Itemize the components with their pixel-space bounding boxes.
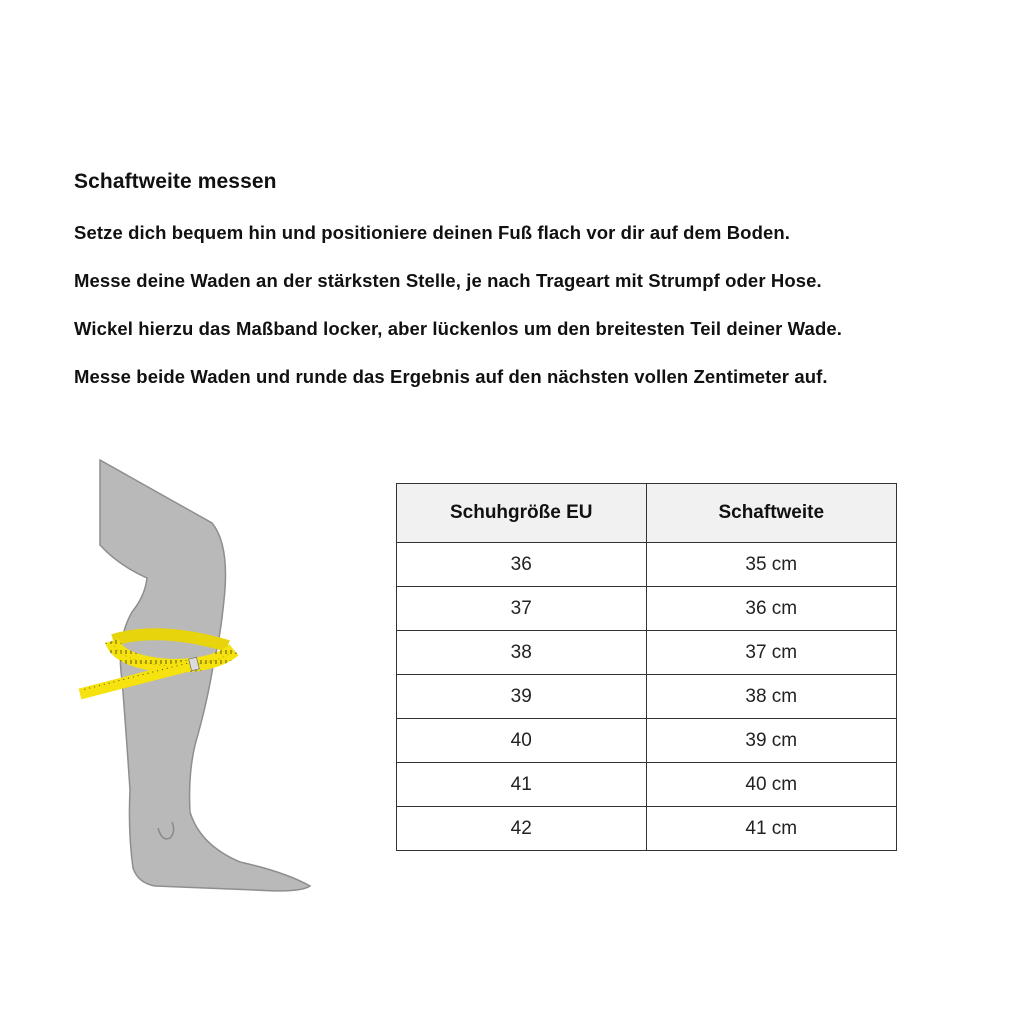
shoe-size-cell: 37 xyxy=(397,587,647,631)
leg-measuring-tape-illustration xyxy=(70,455,330,905)
shoe-size-cell: 42 xyxy=(397,807,647,851)
shaft-width-cell: 41 cm xyxy=(646,807,897,851)
table-row xyxy=(397,543,897,587)
table-row xyxy=(397,807,897,851)
shaft-width-cell: 40 cm xyxy=(646,763,897,807)
shoe-size-cell: 39 xyxy=(397,675,647,719)
table-row xyxy=(397,587,897,631)
size-table xyxy=(396,483,897,851)
shoe-size-cell: 40 xyxy=(397,719,647,763)
shaft-width-cell: 39 cm xyxy=(646,719,897,763)
shaft-width-cell: 37 cm xyxy=(646,631,897,675)
table-row xyxy=(397,719,897,763)
table-header-row xyxy=(397,484,897,543)
instruction-list xyxy=(74,220,842,412)
column-header-shoe-size: Schuhgröße EU xyxy=(397,484,647,543)
shoe-size-cell: 41 xyxy=(397,763,647,807)
shaft-width-cell: 35 cm xyxy=(646,543,897,587)
instruction-item: Messe beide Waden und runde das Ergebnis auf den nächsten vollen Zentimeter auf. xyxy=(74,366,828,387)
instruction-item: Wickel hierzu das Maßband locker, aber lückenlos um den breitesten Teil deiner Wade. xyxy=(74,318,842,339)
shoe-size-cell: 38 xyxy=(397,631,647,675)
table-row xyxy=(397,675,897,719)
instruction-item: Messe deine Waden an der stärksten Stelle, je nach Trageart mit Strumpf oder Hose. xyxy=(74,270,822,291)
shoe-size-cell: 36 xyxy=(397,543,647,587)
instruction-item: Setze dich bequem hin und positioniere deinen Fuß flach vor dir auf dem Boden. xyxy=(74,222,791,243)
column-header-shaft-width: Schaftweite xyxy=(646,484,897,543)
shaft-width-cell: 36 cm xyxy=(646,587,897,631)
heading: Schaftweite messen xyxy=(74,170,277,193)
table-row xyxy=(397,763,897,807)
table-row xyxy=(397,631,897,675)
shaft-width-cell: 38 cm xyxy=(646,675,897,719)
